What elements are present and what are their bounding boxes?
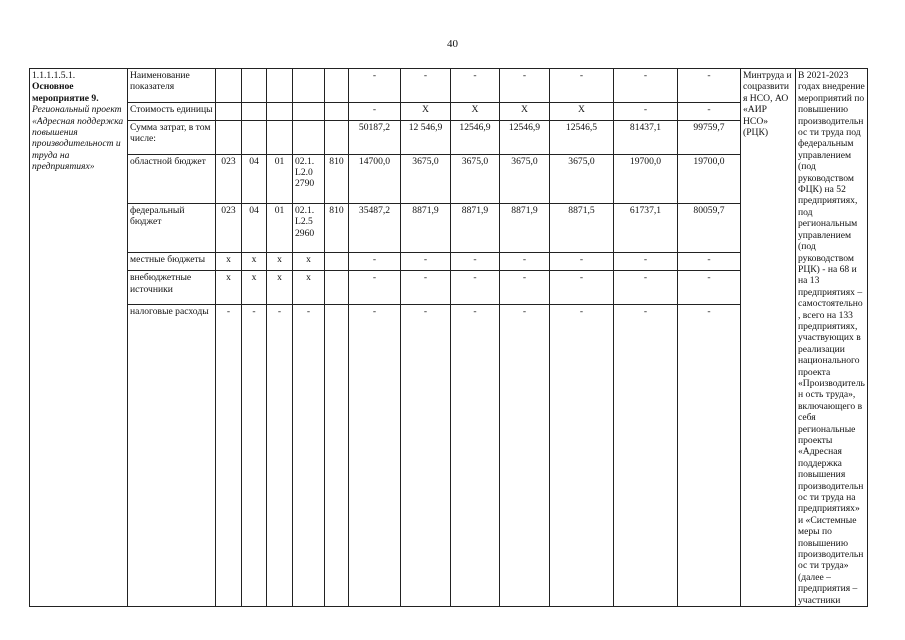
value-2024: 8871,5: [550, 203, 614, 252]
code-pr: -: [267, 305, 293, 607]
page-number: 40: [447, 38, 458, 50]
value-2021: 3675,0: [401, 154, 451, 203]
code-pr: 01: [267, 203, 293, 252]
code-grbs: 023: [216, 203, 242, 252]
code-rz: [242, 102, 267, 120]
measure-cell: [30, 69, 128, 607]
value-2023: 12546,9: [500, 120, 550, 154]
code-csr: [293, 69, 325, 103]
code-csr: x: [293, 253, 325, 271]
value-2022: X: [451, 102, 500, 120]
code-grbs: x: [216, 253, 242, 271]
value-2024: -: [550, 253, 614, 271]
value-2023: 3675,0: [500, 154, 550, 203]
row-label: федеральный бюджет: [128, 203, 216, 252]
value-2024: -: [550, 271, 614, 305]
value-2022: -: [451, 253, 500, 271]
code-csr: [293, 102, 325, 120]
value-2021: 12 546,9: [401, 120, 451, 154]
measure-subtitle: Региональный проект «Адресная поддержка повышения производительност и труда на предприятиях»: [32, 104, 124, 173]
value-2026: -: [678, 69, 741, 103]
code-pr: 01: [267, 154, 293, 203]
value-2023: X: [500, 102, 550, 120]
code-rz: x: [242, 253, 267, 271]
value-total: -: [349, 271, 401, 305]
value-2022: 3675,0: [451, 154, 500, 203]
value-2025: -: [614, 305, 678, 607]
value-2021: -: [401, 253, 451, 271]
value-total: -: [349, 69, 401, 103]
value-2026: -: [678, 271, 741, 305]
code-grbs: 023: [216, 154, 242, 203]
value-2025: -: [614, 102, 678, 120]
row-label: местные бюджеты: [128, 253, 216, 271]
value-2024: 3675,0: [550, 154, 614, 203]
code-csr: 02.1. L2.0 2790: [293, 154, 325, 203]
value-2022: -: [451, 69, 500, 103]
value-total: 14700,0: [349, 154, 401, 203]
code-vr: [325, 271, 349, 305]
value-2026: -: [678, 305, 741, 607]
value-2021: X: [401, 102, 451, 120]
table-row: [30, 69, 868, 103]
measure-number: 1.1.1.1.5.1.: [32, 70, 76, 81]
value-2024: X: [550, 102, 614, 120]
code-vr: [325, 253, 349, 271]
value-2023: -: [500, 305, 550, 607]
value-2026: -: [678, 102, 741, 120]
code-grbs: -: [216, 305, 242, 607]
row-label: налоговые расходы: [128, 305, 216, 607]
value-2023: 8871,9: [500, 203, 550, 252]
value-2025: -: [614, 69, 678, 103]
row-label: внебюджетные источники: [128, 271, 216, 305]
value-2026: -: [678, 253, 741, 271]
code-pr: x: [267, 271, 293, 305]
code-grbs: [216, 69, 242, 103]
result-cell: В 2021-2023 годах внедрение мероприятий по повышению производительнос ти труда под федеральным управлением (под руководством ФЦК) на 52 предприятиях, под региональным управлением (под руководством РЦК) - на 68 и на 13 предприятиях – самостоятельно, всего на 133 предприятиях, участвующих в реализации национального проекта «Производительн ость труда», включающего в себя региональные проекты «Адресная поддержка повышения производительнос ти труда на предприятиях» и «Системные меры по повышению производительнос ти труда» (далее – предприятия – участники: [796, 69, 868, 607]
value-2021: -: [401, 305, 451, 607]
row-label: Наименование показателя: [128, 69, 216, 103]
code-pr: x: [267, 253, 293, 271]
value-2024: -: [550, 69, 614, 103]
code-rz: x: [242, 271, 267, 305]
program-table: [29, 68, 868, 607]
code-csr: 02.1. L2.5 2960: [293, 203, 325, 252]
value-total: -: [349, 305, 401, 607]
code-vr: [325, 69, 349, 103]
value-2023: -: [500, 69, 550, 103]
value-2024: 12546,5: [550, 120, 614, 154]
code-rz: 04: [242, 203, 267, 252]
value-2026: 99759,7: [678, 120, 741, 154]
code-vr: [325, 305, 349, 607]
value-2026: 19700,0: [678, 154, 741, 203]
code-csr: [293, 120, 325, 154]
code-pr: [267, 120, 293, 154]
code-csr: x: [293, 271, 325, 305]
value-total: -: [349, 102, 401, 120]
table-body: [30, 69, 868, 607]
code-grbs: [216, 102, 242, 120]
value-2023: -: [500, 271, 550, 305]
value-total: 35487,2: [349, 203, 401, 252]
value-2022: -: [451, 271, 500, 305]
code-rz: [242, 120, 267, 154]
code-vr: 810: [325, 154, 349, 203]
value-2025: 19700,0: [614, 154, 678, 203]
executor-cell: Минтруда и соцразвития НСО, АО «АИР НСО» (РЦК): [741, 69, 796, 607]
code-rz: -: [242, 305, 267, 607]
value-2021: -: [401, 69, 451, 103]
code-pr: [267, 69, 293, 103]
value-2023: -: [500, 253, 550, 271]
value-2022: 12546,9: [451, 120, 500, 154]
code-rz: 04: [242, 154, 267, 203]
code-rz: [242, 69, 267, 103]
code-pr: [267, 102, 293, 120]
value-2025: 81437,1: [614, 120, 678, 154]
value-2025: -: [614, 271, 678, 305]
value-2025: 61737,1: [614, 203, 678, 252]
value-2025: -: [614, 253, 678, 271]
code-grbs: x: [216, 271, 242, 305]
code-vr: 810: [325, 203, 349, 252]
value-2024: -: [550, 305, 614, 607]
row-label: Сумма затрат, в том числе:: [128, 120, 216, 154]
code-csr: -: [293, 305, 325, 607]
value-2022: 8871,9: [451, 203, 500, 252]
code-vr: [325, 120, 349, 154]
value-total: 50187,2: [349, 120, 401, 154]
code-vr: [325, 102, 349, 120]
value-2026: 80059,7: [678, 203, 741, 252]
value-2021: 8871,9: [401, 203, 451, 252]
value-2021: -: [401, 271, 451, 305]
measure-title: Основное мероприятие 9.: [32, 81, 99, 104]
row-label: областной бюджет: [128, 154, 216, 203]
value-2022: -: [451, 305, 500, 607]
value-total: -: [349, 253, 401, 271]
row-label: Стоимость единицы: [128, 102, 216, 120]
code-grbs: [216, 120, 242, 154]
